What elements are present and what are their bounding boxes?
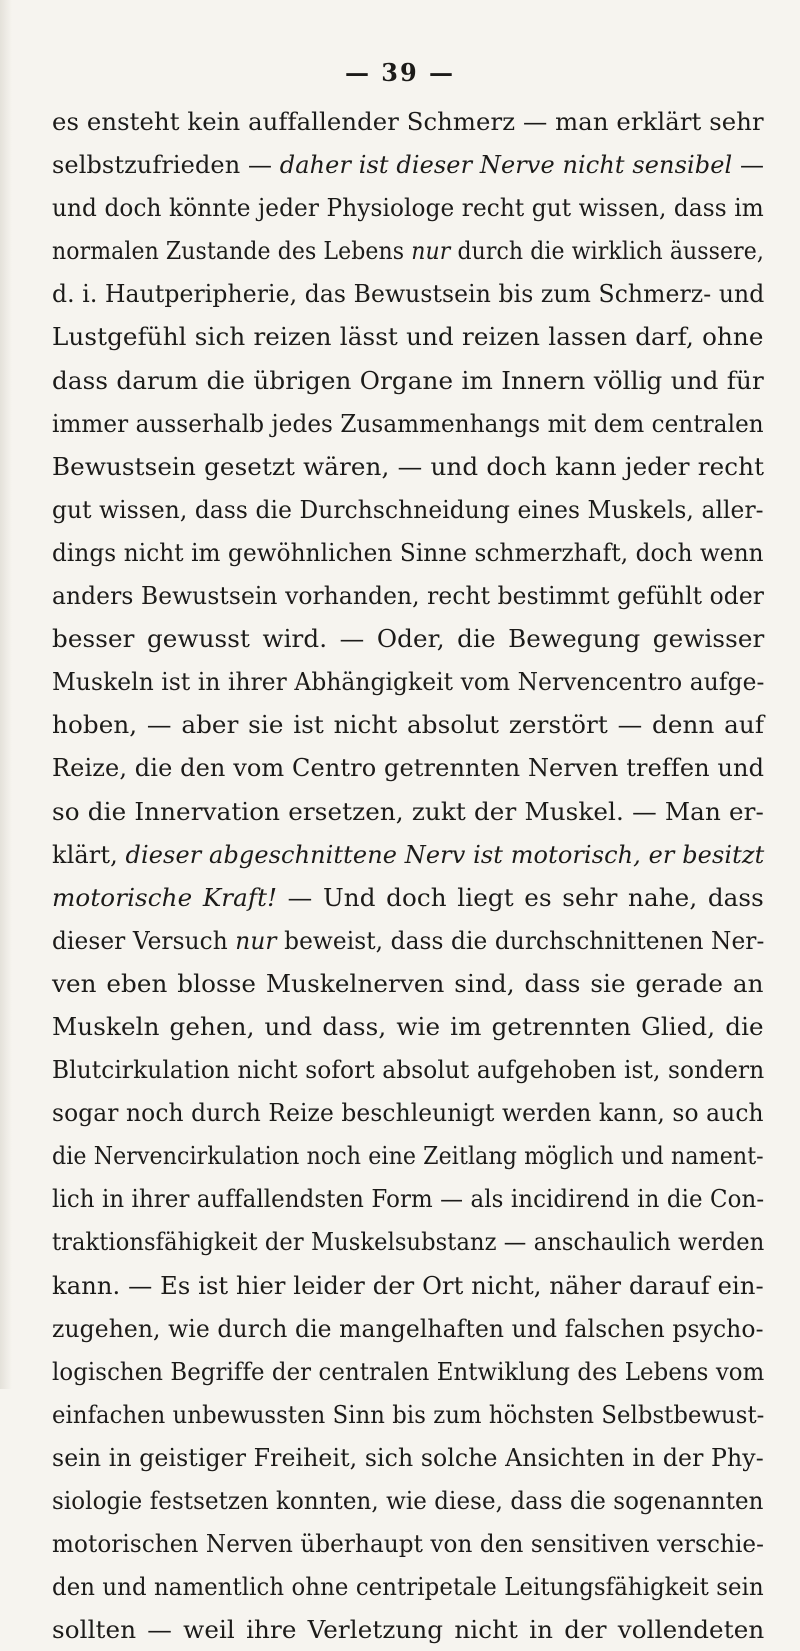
text-line: [52, 1436, 764, 1479]
text-segment: kann. — Es ist hier leider der Ort nicht, näher darauf ein-: [52, 1270, 764, 1300]
text-line: [52, 315, 764, 358]
text-segment: Bewustsein gesetzt wären, — und doch kann jeder recht: [52, 451, 765, 481]
text-line: [52, 1220, 764, 1263]
text-line: [52, 488, 764, 531]
text-segment: —: [732, 150, 765, 180]
text-segment: d. i. Hautperipherie, das Bewustsein bis zum Schmerz- und: [52, 279, 765, 309]
text-line: [52, 445, 764, 488]
text-line: [52, 272, 764, 315]
emphasized-text: dieser abgeschnittene Nerv ist motorisch, er besitzt: [125, 839, 765, 869]
text-segment: einfachen unbewussten Sinn bis zum höchsten Selbstbewust-: [52, 1399, 765, 1429]
text-segment: hoben, — aber sie ist nicht absolut zerstört — denn auf: [52, 710, 765, 740]
text-segment: siologie festsetzen konnten, wie diese, dass die sogenannten: [52, 1486, 764, 1515]
text-line: [52, 186, 764, 229]
text-line: [52, 1005, 764, 1048]
text-segment: sogar noch durch Reize beschleunigt werden kann, so auch: [52, 1098, 764, 1128]
emphasized-text: nur: [235, 925, 277, 955]
text-line: [52, 574, 764, 617]
text-line: [52, 1307, 764, 1350]
text-line: [52, 1134, 764, 1177]
text-line: [52, 703, 764, 746]
text-line: [52, 833, 764, 876]
text-line: [52, 1522, 764, 1565]
text-segment: anders Bewustsein vorhanden, recht bestimmt gefühlt oder: [52, 581, 765, 611]
text-segment: sein in geistiger Freiheit, sich solche Ansichten in der Phy-: [52, 1442, 764, 1472]
text-line: [52, 229, 764, 272]
text-line: [52, 919, 764, 962]
emphasized-text: nur: [411, 236, 451, 266]
text-segment: selbstzufrieden —: [52, 150, 280, 180]
text-line: [52, 1091, 764, 1134]
emphasized-text: motorische Kraft!: [52, 882, 278, 912]
text-line: [52, 531, 764, 574]
text-segment: — Und doch liegt es sehr nahe, dass: [277, 882, 764, 912]
text-segment: traktionsfähigkeit der Muskelsubstanz — anschaulich werden: [52, 1227, 765, 1257]
text-segment: normalen Zustande des Lebens: [52, 236, 412, 266]
text-segment: dieser Versuch: [52, 925, 236, 955]
text-line: [52, 617, 764, 660]
text-line: [52, 1264, 764, 1307]
text-segment: logischen Begriffe der centralen Entwiklung des Lebens vom: [52, 1356, 765, 1386]
text-segment: Lustgefühl sich reizen lässt und reizen lassen darf, ohne: [52, 322, 764, 352]
text-line: [52, 660, 764, 703]
text-segment: dings nicht im gewöhnlichen Sinne schmerzhaft, doch wenn: [52, 537, 764, 567]
text-segment: gut wissen, dass die Durchschneidung eines Muskels, aller-: [52, 494, 764, 524]
text-line: [52, 359, 764, 402]
text-segment: und doch könnte jeder Physiologe recht gut wissen, dass im: [52, 193, 764, 223]
text-segment: es ensteht kein auffallender Schmerz — man erklärt sehr: [52, 107, 764, 136]
text-segment: durch die wirklich äussere,: [450, 236, 764, 266]
page-edge-shadow: [0, 0, 12, 1389]
text-segment: beweist, dass die durchschnittenen Ner-: [276, 925, 765, 955]
text-segment: sollten — weil ihre Verletzung nicht in der vollendeten: [52, 1615, 765, 1645]
text-line: [52, 143, 764, 186]
text-segment: Reize, die den vom Centro getrennten Nerven treffen und: [52, 753, 765, 783]
text-line: [52, 790, 764, 833]
text-segment: den und namentlich ohne centripetale Leitungsfähigkeit sein: [52, 1572, 764, 1602]
text-segment: die Nervencirkulation noch eine Zeitlang möglich und nament-: [52, 1141, 764, 1171]
text-line: [52, 1393, 764, 1436]
text-line: [52, 1350, 764, 1393]
text-line: [52, 876, 764, 919]
emphasized-text: daher ist dieser Nerve nicht sensibel: [279, 150, 733, 180]
text-segment: ven eben blosse Muskelnerven sind, dass sie gerade an: [52, 968, 764, 998]
text-segment: motorischen Nerven überhaupt von den sensitiven verschie-: [52, 1529, 765, 1559]
text-line: [52, 1048, 764, 1091]
text-line: [52, 402, 764, 445]
text-segment: besser gewusst wird. — Oder, die Bewegung gewisser: [52, 624, 765, 654]
text-segment: klärt,: [52, 839, 126, 869]
body-text: [52, 100, 764, 1651]
text-segment: so die Innervation ersetzen, zukt der Muskel. — Man er-: [52, 796, 764, 826]
text-line: [52, 1565, 764, 1608]
text-segment: dass darum die übrigen Organe im Innern völlig und für: [52, 365, 764, 395]
text-line: [52, 962, 764, 1005]
text-line: [52, 100, 764, 143]
text-line: [52, 1177, 764, 1220]
text-line: [52, 1479, 764, 1522]
text-segment: Muskeln gehen, und dass, wie im getrennten Glied, die: [52, 1011, 764, 1041]
text-segment: Muskeln ist in ihrer Abhängigkeit vom Nervencentro aufge-: [52, 667, 765, 697]
text-segment: immer ausserhalb jedes Zusammenhangs mit dem centralen: [52, 408, 764, 438]
text-segment: lich in ihrer auffallendsten Form — als incidirend in die Con-: [52, 1184, 765, 1214]
text-segment: zugehen, wie durch die mangelhaften und falschen psycho-: [52, 1313, 764, 1343]
text-line: [52, 746, 764, 789]
text-segment: Blutcirkulation nicht sofort absolut aufgehoben ist, sondern: [52, 1055, 765, 1085]
text-line: [52, 1608, 764, 1651]
page-number: — 39 —: [344, 58, 456, 87]
